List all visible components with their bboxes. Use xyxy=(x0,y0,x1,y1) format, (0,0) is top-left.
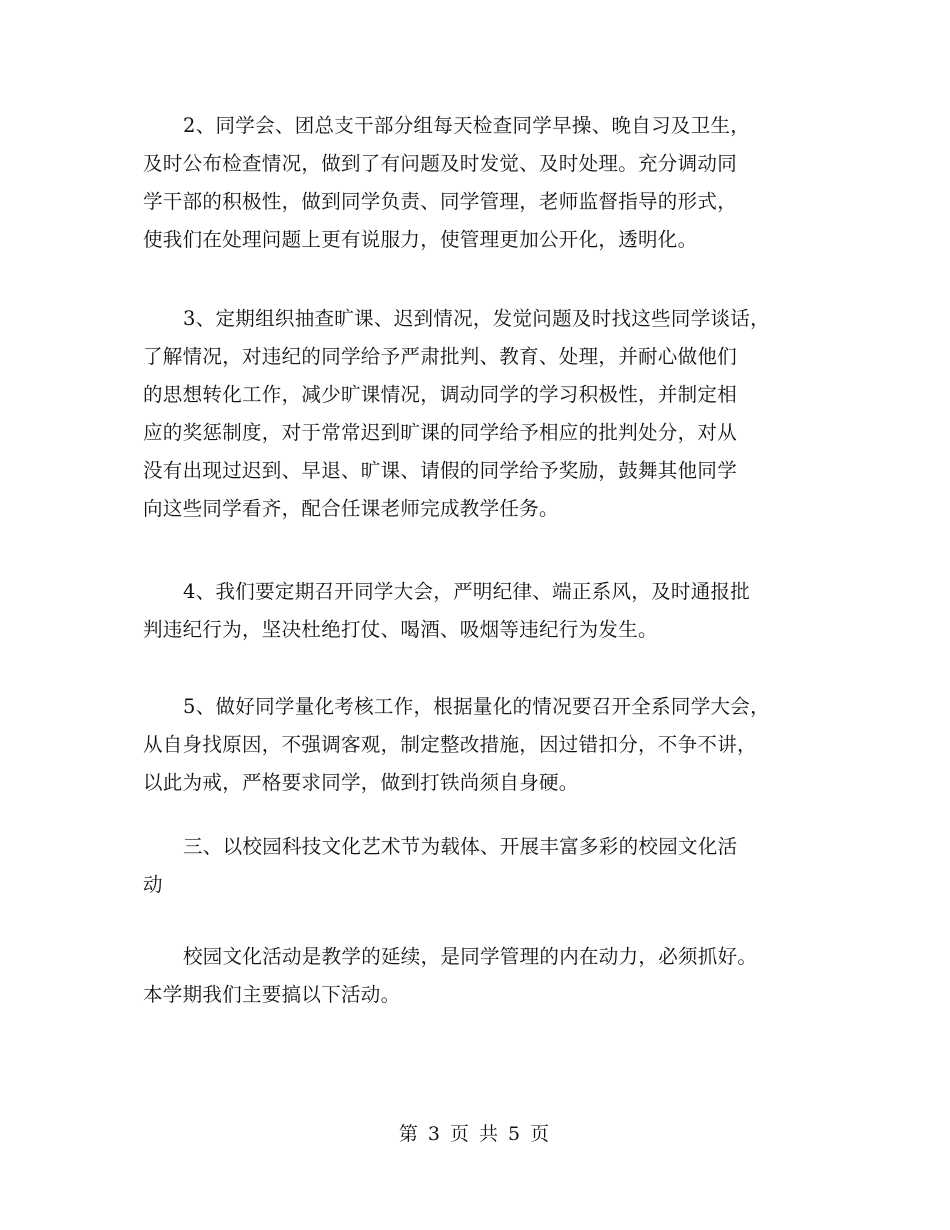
text-line: 使我们在处理问题上更有说服力，使管理更加公开化，透明化。 xyxy=(143,228,698,251)
text-line: 以此为戒，严格要求同学，做到打铁尚须自身硬。 xyxy=(143,771,579,794)
paragraph-item-5 xyxy=(143,688,823,802)
text-line: 向这些同学看齐，配合任课老师完成教学任务。 xyxy=(143,497,559,520)
page-number-footer: 第 3 页 共 5 页 xyxy=(398,1123,552,1145)
text-line: 5、做好同学量化考核工作，根据量化的情况要召开全系同学大会， xyxy=(183,695,770,718)
text-line: 没有出现过迟到、早退、旷课、请假的同学给予奖励，鼓舞其他同学 xyxy=(143,459,738,482)
text-line: 及时公布检查情况，做到了有问题及时发觉、及时处理。充分调动同 xyxy=(143,152,738,175)
text-line: 学干部的积极性，做到同学负责、同学管理，老师监督指导的形式， xyxy=(143,190,738,213)
text-line: 从自身找原因，不强调客观，制定整改措施，因过错扣分，不争不讲， xyxy=(143,733,757,756)
heading-line: 动 xyxy=(143,873,163,896)
text-line: 的思想转化工作，减少旷课情况，调动同学的学习积极性，并制定相 xyxy=(143,383,738,406)
text-line: 3、定期组织抽查旷课、迟到情况，发觉问题及时找这些同学谈话， xyxy=(183,307,770,330)
paragraph-item-3 xyxy=(143,300,823,528)
section-heading-3 xyxy=(143,828,823,904)
text-line: 校园文化活动是教学的延续，是同学管理的内在动力，必须抓好。 xyxy=(183,945,758,968)
paragraph-item-2 xyxy=(143,107,823,259)
text-line: 应的奖惩制度，对于常常迟到旷课的同学给予相应的批判处分，对从 xyxy=(143,421,738,444)
paragraph-item-4 xyxy=(143,573,823,649)
text-line: 了解情况，对违纪的同学给予严肃批判、教育、处理，并耐心做他们 xyxy=(143,345,738,368)
text-line: 4、我们要定期召开同学大会，严明纪律、端正系风，及时通报批 xyxy=(183,580,751,603)
heading-line: 三、以校园科技文化艺术节为载体、开展丰富多彩的校园文化活 xyxy=(183,835,738,858)
paragraph-activities-intro xyxy=(143,938,823,1014)
text-line: 判违纪行为，坚决杜绝打仗、喝酒、吸烟等违纪行为发生。 xyxy=(143,618,658,641)
text-line: 本学期我们主要搞以下活动。 xyxy=(143,983,401,1006)
text-line: 2、同学会、团总支干部分组每天检查同学早操、晚自习及卫生， xyxy=(183,114,751,137)
